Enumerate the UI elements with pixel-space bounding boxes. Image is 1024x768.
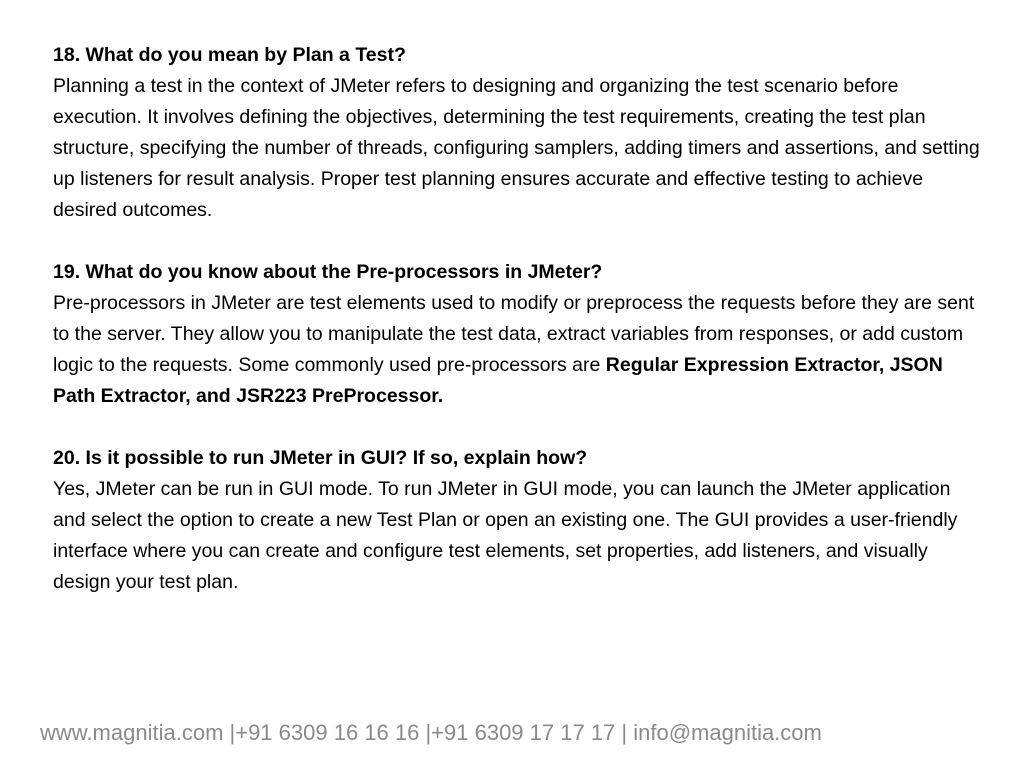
answer-text: Yes, JMeter can be run in GUI mode. To run JMeter in GUI mode, you can launch the JMeter application and select the option to create a new Test Plan or open an existing one. The GUI provides a user-friendly interface where you can create and configure test elements, set properties, add listeners, and visually design your test plan.: [53, 478, 958, 593]
slide-content: [53, 40, 983, 629]
qa-section-19: [53, 257, 983, 412]
question-heading: 19. What do you know about the Pre-processors in JMeter?: [53, 261, 603, 283]
question-heading: 20. Is it possible to run JMeter in GUI? If so, explain how?: [53, 447, 588, 469]
footer-contact: www.magnitia.com |+91 6309 16 16 16 |+91 6309 17 17 17 | info@magnitia.com: [40, 720, 822, 745]
answer-text: Planning a test in the context of JMeter refers to designing and organizing the test scenario before execution. It involves defining the objectives, determining the test requirements, creating the test plan structure, specifying the number of threads, configuring samplers, adding timers and assertions, and setting up listeners for result analysis. Proper test planning ensures accurate and effective testing to achieve desired outcomes.: [53, 75, 980, 221]
question-heading: 18. What do you mean by Plan a Test?: [53, 44, 406, 66]
answer-bold-text: Regular Expression Extractor, JSON Path Extractor, and JSR223 PreProcessor.: [53, 354, 943, 407]
qa-section-20: [53, 443, 983, 598]
answer-text: Pre-processors in JMeter are test elements used to modify or preprocess the requests before they are sent to the server. They allow you to manipulate the test data, extract variables from responses, or add custom logic to the requests. Some commonly used pre-processors are: [53, 292, 975, 376]
qa-section-18: [53, 40, 983, 226]
answer-paragraph: [53, 288, 983, 412]
